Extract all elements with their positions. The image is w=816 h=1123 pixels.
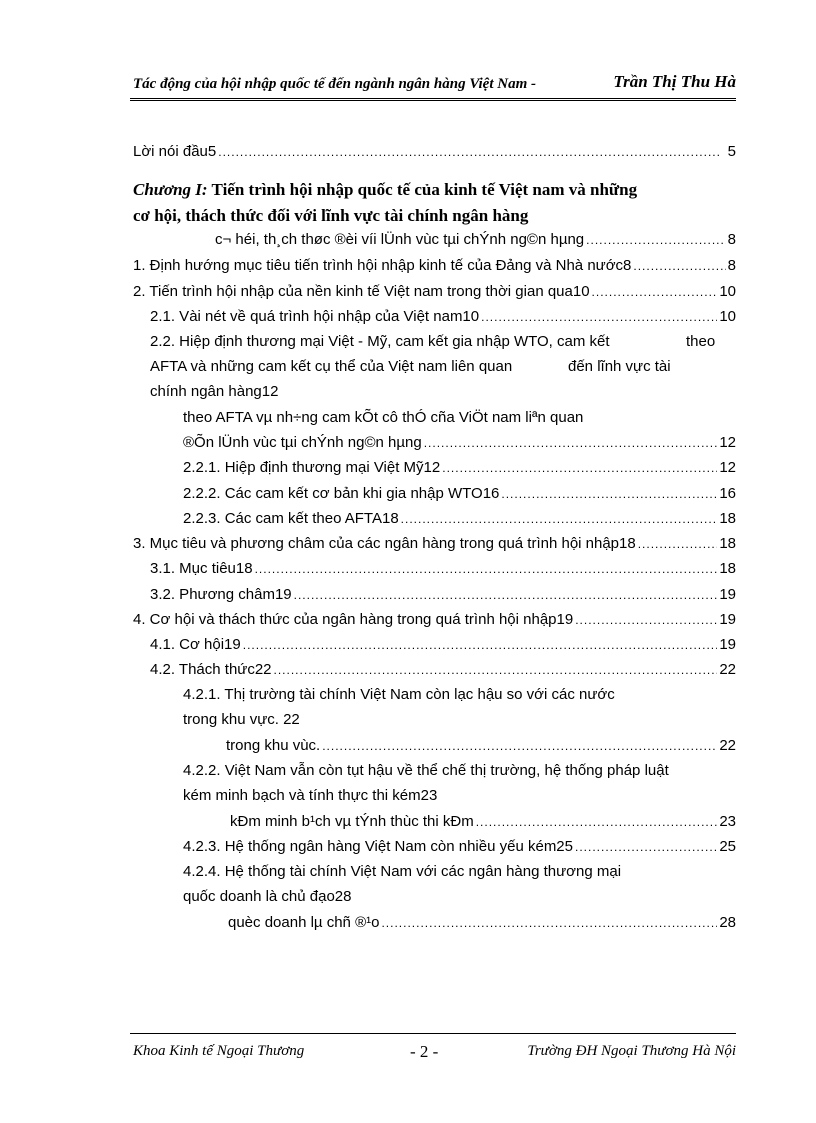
- toc-entry-text: trong khu vùc.: [226, 737, 321, 754]
- chapter-title-line2: cơ hội, thách thức đối với lĩnh vực tài chính ngân hàng: [133, 206, 529, 225]
- toc-entry-4-1[interactable]: [150, 636, 736, 656]
- toc-entry-2-2-line2b: đến lĩnh vực tài: [568, 358, 671, 375]
- dot-leader: [442, 461, 717, 475]
- toc-page-number: 19: [719, 586, 736, 603]
- toc-entry-4-2-2-line1[interactable]: 4.2.2. Việt Nam vẫn còn tụt hậu về thể chế thị trường, hệ thống pháp luật: [183, 762, 669, 779]
- dot-leader: [322, 739, 717, 753]
- toc-entry-4-2-1-line2: trong khu vực. 22: [183, 711, 300, 728]
- dot-leader: [243, 638, 718, 652]
- toc-page-number: 10: [719, 283, 736, 300]
- dot-leader: [575, 613, 717, 627]
- toc-page-number: 10: [719, 308, 736, 325]
- toc-page-number: 8: [727, 231, 736, 248]
- toc-entry-2-2-garbled2[interactable]: [183, 434, 736, 454]
- toc-entry-text: 4.1. Cơ hội19: [150, 636, 241, 653]
- toc-entry-3[interactable]: [133, 535, 736, 555]
- dot-leader: [218, 145, 721, 159]
- dot-leader: [575, 840, 717, 854]
- toc-page-number: 22: [719, 661, 736, 678]
- toc-entry-text: 4. Cơ hội và thách thức của ngân hàng trong quá trình hội nhập19: [133, 611, 574, 628]
- toc-page-number: 12: [719, 434, 736, 451]
- header-divider: [130, 98, 736, 103]
- toc-entry-text: 2. Tiến trình hội nhập của nền kinh tế Việt nam trong thời gian qua10: [133, 283, 590, 300]
- toc-entry-text: 2.2.2. Các cam kết cơ bản khi gia nhập WTO16: [183, 485, 500, 502]
- toc-entry-4-2-4-line1[interactable]: 4.2.4. Hệ thống tài chính Việt Nam với các ngân hàng thương mại: [183, 863, 622, 880]
- dot-leader: [255, 562, 718, 576]
- toc-page-number: 23: [719, 813, 736, 830]
- toc-page-number: 16: [719, 485, 736, 502]
- dot-leader: [633, 259, 725, 273]
- toc-page-number: 19: [719, 636, 736, 653]
- toc-entry-4-2-4-garbled[interactable]: [228, 914, 736, 934]
- toc-entry-2-2-2[interactable]: [183, 485, 736, 505]
- toc-page-number: 12: [719, 459, 736, 476]
- toc-page-number: 18: [719, 535, 736, 552]
- toc-entry-text: 3. Mục tiêu và phương châm của các ngân hàng trong quá trình hội nhập18: [133, 535, 636, 552]
- chapter-label: Chương I:: [133, 180, 208, 199]
- toc-entry-text: 3.1. Mục tiêu18: [150, 560, 253, 577]
- dot-leader: [481, 310, 717, 324]
- dot-leader: [294, 588, 718, 602]
- header-author: Trần Thị Thu Hà: [613, 72, 736, 91]
- dot-leader: [401, 512, 718, 526]
- toc-entry-text: c¬ héi, th¸ch thøc ®èi víi lÜnh vùc tµi chÝnh ng©n hµng: [215, 231, 585, 248]
- header-title: Tác động của hội nhập quốc tế đến ngành ngân hàng Việt Nam -: [133, 76, 536, 92]
- toc-entry-4-2[interactable]: [150, 661, 736, 681]
- toc-page-number: 22: [719, 737, 736, 754]
- toc-entry-text: 4.2. Thách thức22: [150, 661, 272, 678]
- toc-page-number: 18: [719, 510, 736, 527]
- toc-entry-text: 4.2.3. Hệ thống ngân hàng Việt Nam còn nhiều yếu kém25: [183, 838, 573, 855]
- toc-entry-text: 2.1. Vài nét về quá trình hội nhập của Việt nam10: [150, 308, 480, 325]
- toc-entry-4-2-2-garbled[interactable]: [230, 813, 736, 833]
- toc-entry-text: 2.2.1. Hiệp định thương mại Việt Mỹ12: [183, 459, 441, 476]
- toc-entry-2-2-line1b: theo: [686, 333, 716, 350]
- footer-university: Trường ĐH Ngoại Thương Hà Nội: [527, 1043, 736, 1059]
- toc-entry-3-1[interactable]: [150, 560, 736, 580]
- toc-entry-2-2-3[interactable]: [183, 510, 736, 530]
- toc-page-number: 5: [727, 143, 736, 160]
- dot-leader: [381, 916, 717, 930]
- toc-page-number: 19: [719, 611, 736, 628]
- toc-entry-text: 1. Định hướng mục tiêu tiến trình hội nhập kinh tế của Đảng và Nhà nước8: [133, 257, 632, 274]
- toc-entry-4-2-1-garbled[interactable]: [226, 737, 736, 757]
- toc-entry-text: ®Õn lÜnh vùc tµi chÝnh ng©n hµng: [183, 434, 422, 451]
- toc-page-number: 8: [727, 257, 736, 274]
- toc-entry-text: 3.2. Phương châm19: [150, 586, 292, 603]
- toc-entry-text: quèc doanh lµ chñ ®¹o: [228, 914, 380, 931]
- toc-entry-chapter-garbled[interactable]: [215, 231, 736, 251]
- chapter-title-line1: Tiến trình hội nhập quốc tế của kinh tế Việt nam và những: [211, 180, 638, 199]
- toc-page-number: 25: [719, 838, 736, 855]
- toc-entry-text: kÐm minh b¹ch vµ tÝnh thùc thi kÐm: [230, 813, 474, 830]
- dot-leader: [424, 436, 718, 450]
- toc-entry-4[interactable]: [133, 611, 736, 631]
- dot-leader: [501, 487, 717, 501]
- footer-divider: [130, 1033, 736, 1034]
- dot-leader: [586, 233, 726, 247]
- footer-faculty: Khoa Kinh tế Ngoại Thương: [133, 1043, 305, 1059]
- toc-page-number: 18: [719, 560, 736, 577]
- toc-entry-4-2-4-line2: quốc doanh là chủ đạo28: [183, 888, 352, 905]
- dot-leader: [274, 663, 718, 677]
- dot-leader: [638, 537, 718, 551]
- footer-page-number: - 2 -: [410, 1042, 439, 1061]
- toc-entry-4-2-1-line1[interactable]: 4.2.1. Thị trường tài chính Việt Nam còn lạc hậu so với các nước: [183, 686, 615, 703]
- chapter-heading-line1[interactable]: [133, 180, 637, 200]
- toc-entry-4-2-2-line2: kém minh bạch và tính thực thi kém23: [183, 787, 438, 804]
- toc-entry-2-2-line2: AFTA và những cam kết cụ thể của Việt nam liên quan: [150, 358, 513, 375]
- toc-entry-2-2-line3: chính ngân hàng12: [150, 383, 279, 400]
- toc-entry-3-2[interactable]: [150, 586, 736, 606]
- toc-entry-preface[interactable]: [133, 143, 736, 163]
- toc-entry-2-1[interactable]: [150, 308, 736, 328]
- dot-leader: [476, 815, 718, 829]
- toc-entry-text: Lời nói đầu5: [133, 143, 217, 160]
- toc-entry-2[interactable]: [133, 283, 736, 303]
- toc-entry-2-2-garbled1: theo AFTA vµ nh÷ng cam kÕt cô thÓ cña ViÖt nam liªn quan: [183, 409, 584, 426]
- toc-entry-text: 2.2.3. Các cam kết theo AFTA18: [183, 510, 399, 527]
- toc-entry-4-2-3[interactable]: [183, 838, 736, 858]
- toc-page-number: 28: [719, 914, 736, 931]
- toc-entry-2-2-line1[interactable]: 2.2. Hiệp định thương mại Việt - Mỹ, cam kết gia nhập WTO, cam kết: [150, 333, 610, 350]
- toc-entry-1[interactable]: [133, 257, 736, 277]
- toc-entry-2-2-1[interactable]: [183, 459, 736, 479]
- dot-leader: [592, 285, 718, 299]
